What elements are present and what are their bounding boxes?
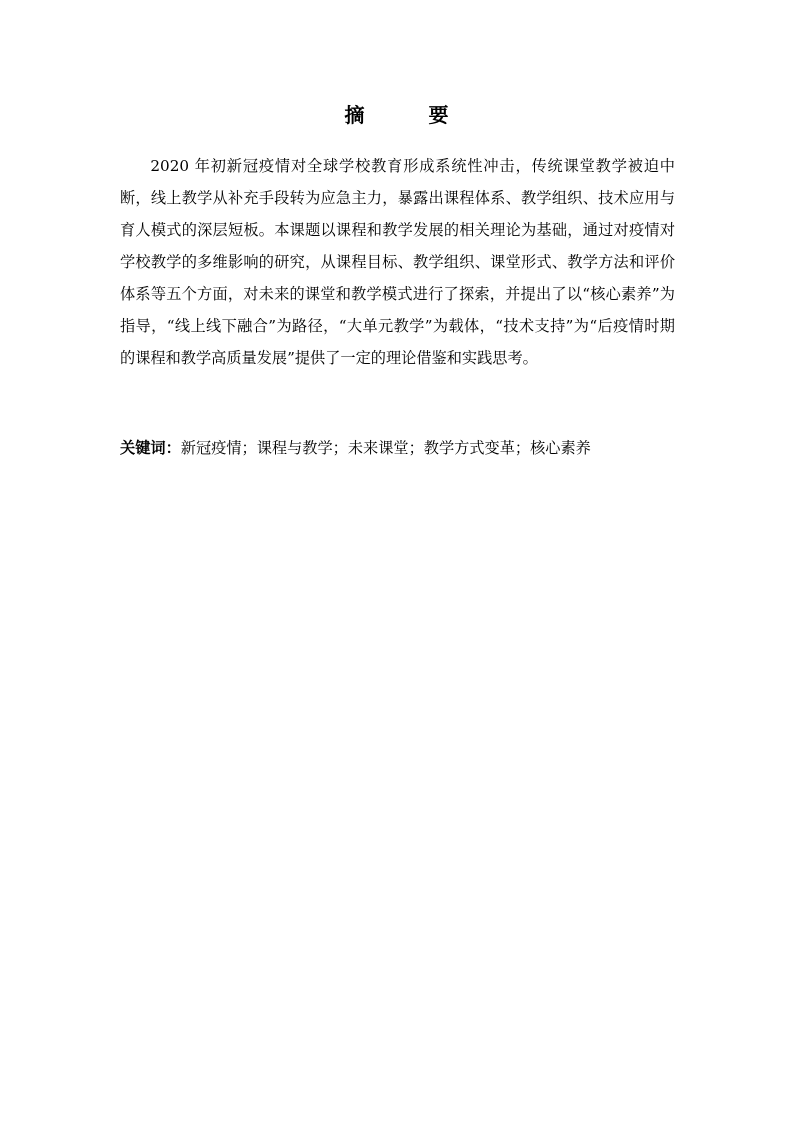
keywords-line [120,432,675,464]
keywords-text: 新冠疫情；课程与教学；未来课堂；教学方式变革；核心素养 [180,439,591,457]
keywords-label: 关键词： [120,439,181,457]
abstract-title: 摘 要 [344,103,471,127]
abstract-paragraph: 2020 年初新冠疫情对全球学校教育形成系统性冲击，传统课堂教学被迫中断，线上教学从补充手段转为应急主力，暴露出课程体系、教学组织、技术应用与育人模式的深层短板。本课题以课程和教学发展的相关理论为基础，通过对疫情对学校教学的多维影响的研究，从课程目标、教学组织、课堂形式、教学方法和评价体系等五个方面，对未来的课堂和教学模式进行了探索，并提出了以“核心素养”为指导，“线上线下融合”为路径，“大单元教学”为载体，“技术支持”为“后疫情时期的课程和教学高质量发展”提供了一定的理论借鉴和实践思考。 [120,157,675,367]
